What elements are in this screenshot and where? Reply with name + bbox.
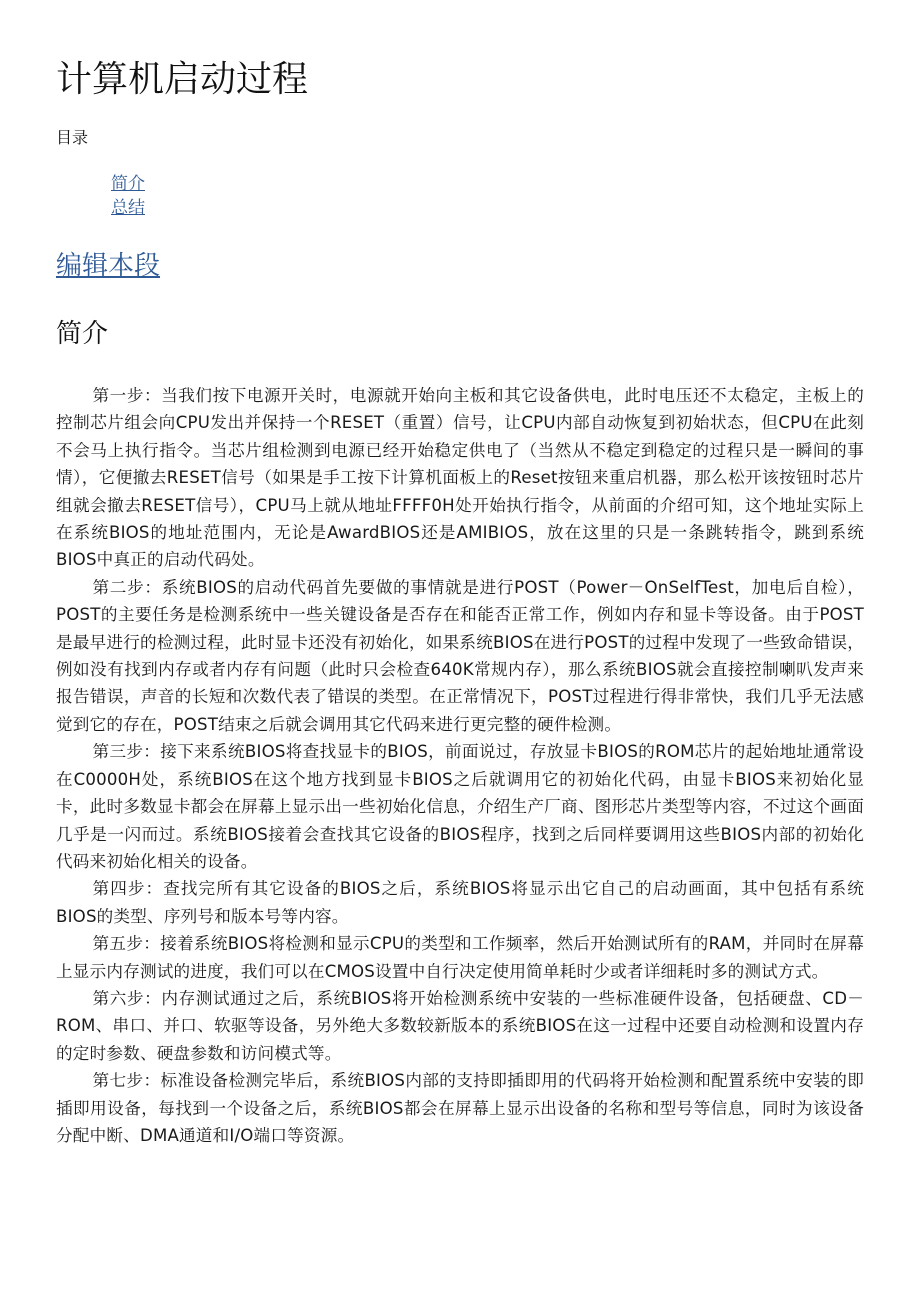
paragraph-step-4: 第四步：查找完所有其它设备的BIOS之后，系统BIOS将显示出它自己的启动画面，其中包括有系统BIOS的类型、序列号和版本号等内容。 bbox=[56, 879, 864, 926]
toc-item bbox=[111, 172, 145, 196]
article-body bbox=[56, 382, 864, 1149]
paragraph-step-1: 第一步：当我们按下电源开关时，电源就开始向主板和其它设备供电，此时电压还不太稳定，主板上的控制芯片组会向CPU发出并保持一个RESET（重置）信号，让CPU内部自动恢复到初始状态，但CPU在此刻不会马上执行指令。当芯片组检测到电源已经开始稳定供电了（当然从不稳定到稳定的过程只是一瞬间的事情），它便撤去RESET信号（如果是手工按下计算机面板上的Reset按钮来重启机器，那么松开该按钮时芯片组就会撤去RESET信号），CPU马上就从地址FFFF0H处开始执行指令，从前面的介绍可知，这个地址实际上在系统BIOS的地址范围内，无论是AwardBIOS还是AMIBIOS，放在这里的只是一条跳转指令，跳到系统BIOS中真正的启动代码处。 bbox=[56, 386, 864, 570]
paragraph-step-5: 第五步：接着系统BIOS将检测和显示CPU的类型和工作频率，然后开始测试所有的RAM，并同时在屏幕上显示内存测试的进度，我们可以在CMOS设置中自行决定使用简单耗时少或者详细耗时多的测试方式。 bbox=[56, 934, 864, 981]
section-title: 简介 bbox=[56, 319, 109, 349]
toc-list bbox=[111, 172, 145, 220]
toc-label: 目录 bbox=[56, 128, 89, 147]
toc-item bbox=[111, 196, 145, 220]
paragraph-step-2: 第二步：系统BIOS的启动代码首先要做的事情就是进行POST（Power－OnSelfTest，加电后自检），POST的主要任务是检测系统中一些关键设备是否存在和能否正常工作，例如内存和显卡等设备。由于POST是最早进行的检测过程，此时显卡还没有初始化，如果系统BIOS在进行POST的过程中发现了一些致命错误，例如没有找到内存或者内存有问题（此时只会检查640K常规内存），那么系统BIOS就会直接控制喇叭发声来报告错误，声音的长短和次数代表了错误的类型。在正常情况下，POST过程进行得非常快，我们几乎无法感觉到它的存在，POST结束之后就会调用其它代码来进行更完整的硬件检测。 bbox=[56, 577, 864, 734]
paragraph-step-6: 第六步：内存测试通过之后，系统BIOS将开始检测系统中安装的一些标准硬件设备，包括硬盘、CD－ROM、串口、并口、软驱等设备，另外绝大多数较新版本的系统BIOS在这一过程中还要自动检测和设置内存的定时参数、硬盘参数和访问模式等。 bbox=[56, 988, 864, 1063]
page-title: 计算机启动过程 bbox=[56, 59, 309, 100]
toc-link-intro[interactable]: 简介 bbox=[111, 174, 145, 194]
toc-link-summary[interactable]: 总结 bbox=[111, 198, 145, 218]
paragraph-step-7: 第七步：标准设备检测完毕后，系统BIOS内部的支持即插即用的代码将开始检测和配置系统中安装的即插即用设备，每找到一个设备之后，系统BIOS都会在屏幕上显示出设备的名称和型号等信息，同时为该设备分配中断、DMA通道和I/O端口等资源。 bbox=[56, 1071, 864, 1145]
paragraph-step-3: 第三步：接下来系统BIOS将查找显卡的BIOS，前面说过，存放显卡BIOS的ROM芯片的起始地址通常设在C0000H处，系统BIOS在这个地方找到显卡BIOS之后就调用它的初始化代码，由显卡BIOS来初始化显卡，此时多数显卡都会在屏幕上显示出一些初始化信息，介绍生产厂商、图形芯片类型等内容，不过这个画面几乎是一闪而过。系统BIOS接着会查找其它设备的BIOS程序，找到之后同样要调用这些BIOS内部的初始化代码来初始化相关的设备。 bbox=[56, 742, 864, 871]
edit-section-link[interactable]: 编辑本段 bbox=[56, 251, 161, 281]
